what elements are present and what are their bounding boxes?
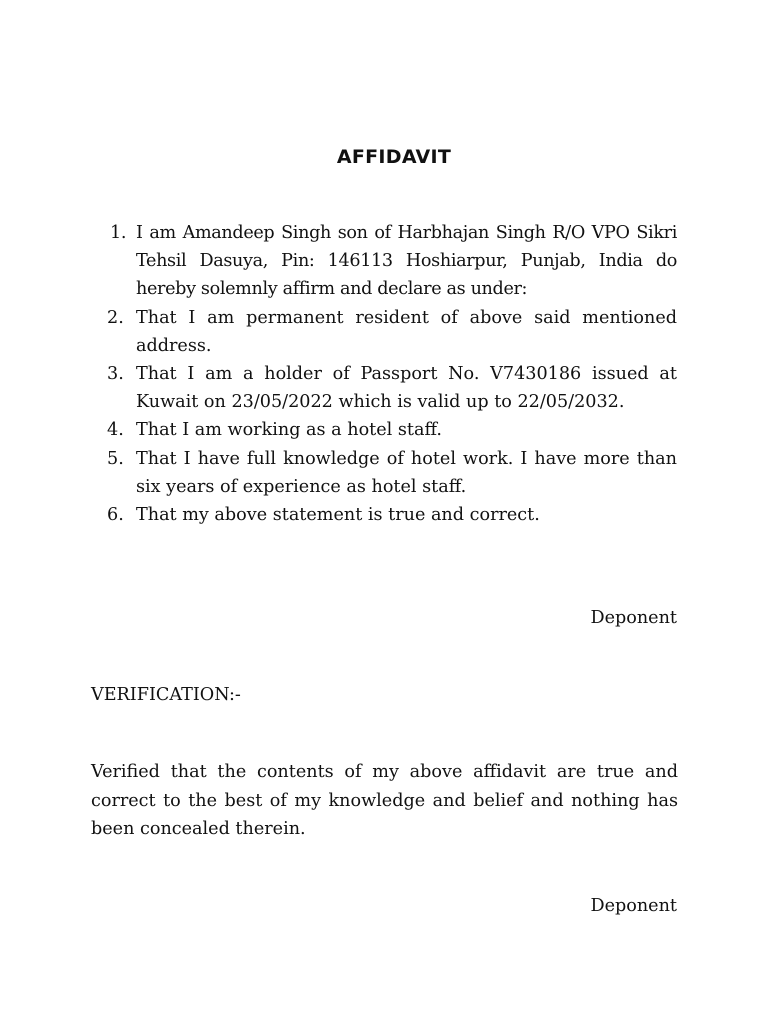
statement-item [107,304,677,360]
statement-text: That my above statement is true and correct. [136,505,540,526]
verification-heading: VERIFICATION:- [91,685,241,705]
statement-text: That I am a holder of Passport No. V7430186 issued at Kuwait on 23/05/2022 which is valid up to 22/05/2032. [136,364,677,413]
statement-number: 3. [107,364,124,385]
statement-text: That I am permanent resident of above said mentioned address. [136,307,677,356]
deponent-signature-label: Deponent [590,896,677,916]
statement-item [107,445,677,501]
statement-number: 5. [107,448,124,469]
statement-text: I am Amandeep Singh son of Harbhajan Singh R/O VPO Sikri Tehsil Dasuya, Pin: 146113 Hoshiarpur, Punjab, India do hereby solemnly affirm and declare as under: [136,223,677,300]
statement-number: 6. [107,505,124,526]
statement-number: 2. [107,307,124,328]
verification-body: Verified that the contents of my above affidavit are true and correct to the best of my knowledge and belief and nothing has been concealed therein. [91,762,678,839]
deponent-signature-label: Deponent [590,608,677,628]
statement-text: That I have full knowledge of hotel work. I have more than six years of experience as hotel staff. [136,448,677,497]
statement-item [107,360,677,416]
statement-item [107,219,677,304]
statement-item [107,501,677,529]
statement-number: 4. [107,420,124,441]
statement-text: That I am working as a hotel staff. [136,420,442,441]
document-title: AFFIDAVIT [336,146,452,168]
statement-item [107,416,677,444]
statement-list [107,219,677,529]
statement-number: 1. [110,223,127,243]
